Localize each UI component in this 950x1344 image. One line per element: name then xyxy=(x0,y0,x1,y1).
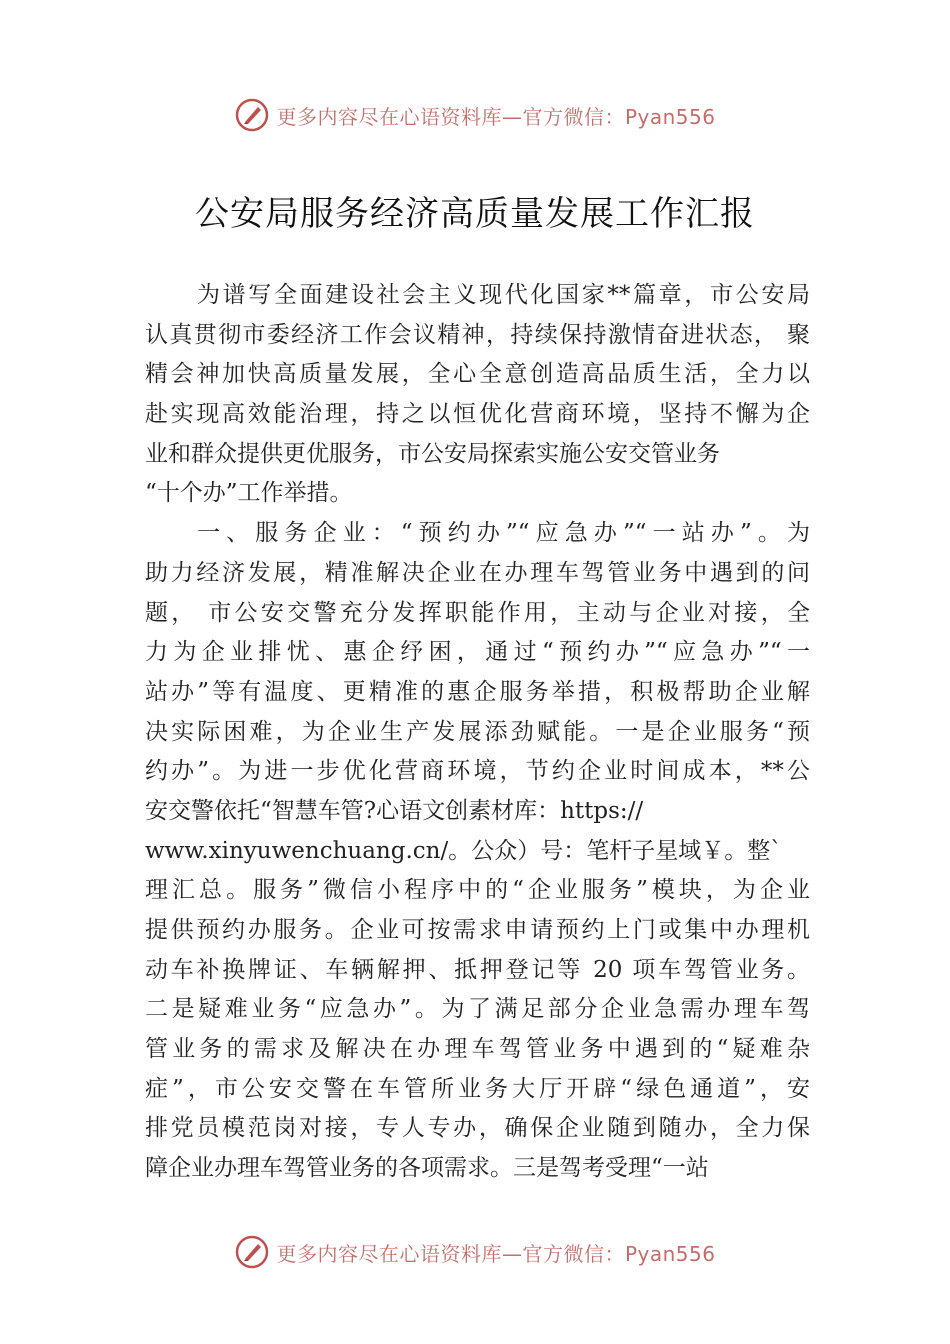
text-line: 力为企业排忧、惠企纾困，通过“预约办”“应急办”“一 xyxy=(145,639,810,666)
watermark-text: 更多内容尽在心语资料库—官方微信：Pyan556 xyxy=(276,1241,716,1266)
watermark-footer xyxy=(0,1232,950,1272)
text-line: 管业务的需求及解决在办理车驾管业务中遇到的“疑难杂 xyxy=(145,1036,810,1063)
text-line: 二是疑难业务“应急办”。为了满足部分企业急需办理车驾 xyxy=(145,996,810,1023)
text-line: 理汇总。服务”微信小程序中的“企业服务”模块，为企业 xyxy=(145,877,810,904)
brush-logo-icon xyxy=(234,1234,270,1270)
text-line: 站办”等有温度、更精准的惠企服务举措，积极帮助企业解 xyxy=(145,678,810,705)
text-line: 症”，市公安交警在车管所业务大厅开辟“绿色通道”，安 xyxy=(145,1075,810,1102)
text-line: 精会神加快高质量发展，全心全意创造高品质生活，全力以 xyxy=(145,361,810,388)
text-line: 提供预约办服务。企业可按需求申请预约上门或集中办理机 xyxy=(145,917,810,943)
text-line: 安交警依托“智慧车管?心语文创素材库：https:// xyxy=(145,797,644,824)
watermark-text: 更多内容尽在心语资料库—官方微信：Pyan556 xyxy=(276,104,716,129)
text-line: 障企业办理车驾管业务的各项需求。三是驾考受理“一站 xyxy=(145,1155,709,1182)
brush-logo-icon xyxy=(234,97,270,133)
page-title: 公安局服务经济高质量发展工作汇报 xyxy=(195,194,755,234)
text-line: 题， 市公安交警充分发挥职能作用，主动与企业对接，全 xyxy=(145,599,810,626)
document-body xyxy=(145,276,810,1189)
text-line: 约办”。为进一步优化营商环境，节约企业时间成本，**公 xyxy=(145,758,810,785)
text-line: 动车补换牌证、车辆解押、抵押登记等 20 项车驾管业务。 xyxy=(145,956,810,983)
watermark-header xyxy=(0,95,950,135)
text-line: 业和群众提供更优服务，市公安局探索实施公安交管业务 xyxy=(145,440,720,467)
text-line: www.xinyuwenchuang.cn/。公众）号：笔杆子星域￥。整` xyxy=(145,837,782,864)
text-line: 排党员模范岗对接，专人专办，确保企业随到随办，全力保 xyxy=(145,1115,810,1142)
text-line: 助力经济发展，精准解决企业在办理车驾管业务中遇到的问 xyxy=(145,559,810,586)
text-line: 认真贯彻市委经济工作会议精神，持续保持激情奋进状态， 聚 xyxy=(145,321,810,348)
text-line: 为谱写全面建设社会主义现代化国家**篇章，市公安局 xyxy=(197,282,810,308)
text-line: 一、服务企业：“预约办”“应急办”“一站办”。为 xyxy=(197,520,810,547)
text-line: 赴实现高效能治理，持之以恒优化营商环境，坚持不懈为企 xyxy=(145,401,810,428)
text-line: 决实际困难，为企业生产发展添劲赋能。一是企业服务“预 xyxy=(145,718,810,745)
text-line: “十个办”工作举措。 xyxy=(145,480,353,507)
